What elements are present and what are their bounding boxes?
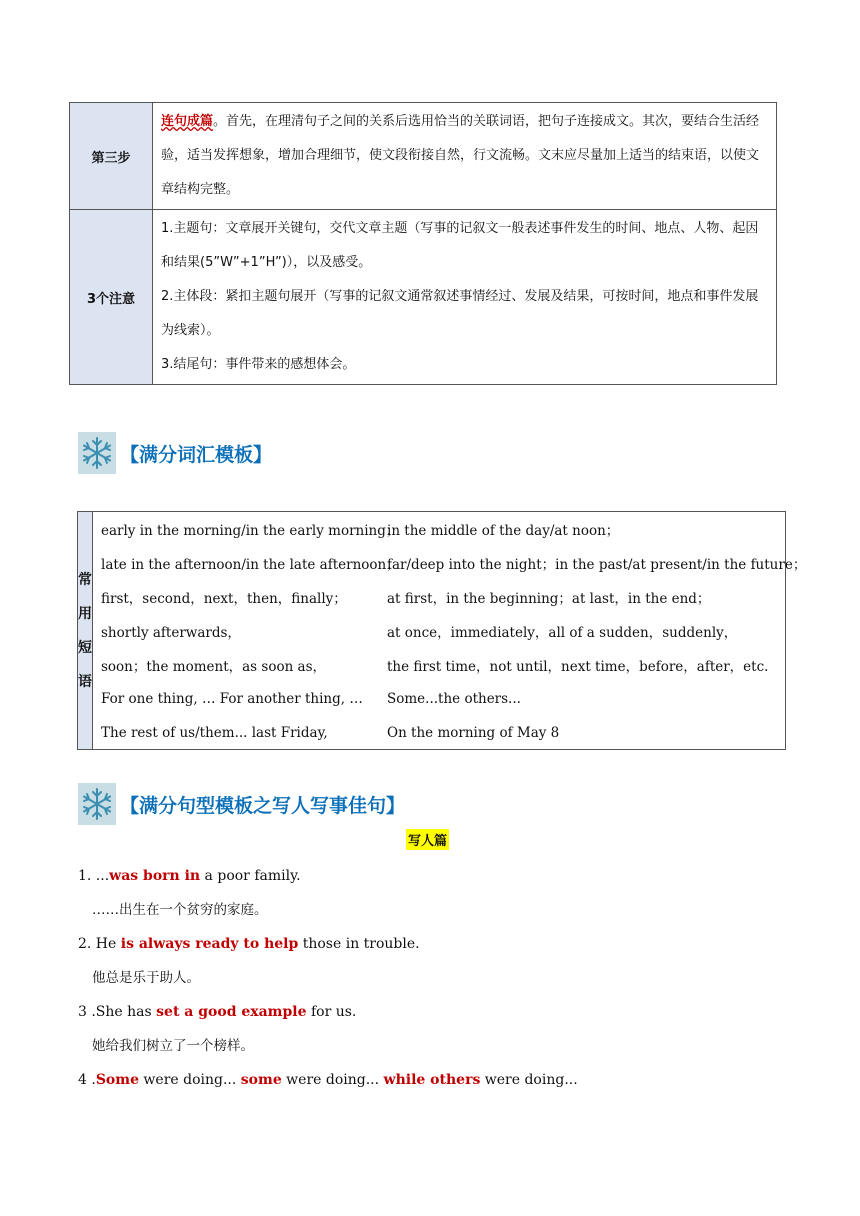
sentence-en: 2. He is always ready to help those in trouble. <box>78 936 420 952</box>
phrase-row: shortly afterwards， at once，immediately，all of a sudden，suddenly， <box>101 625 738 641</box>
sentence-en: 3 .She has set a good example for us. <box>78 1004 357 1020</box>
notes-content <box>153 210 777 385</box>
sentence-en: 4 .Some were doing... some were doing... while others were doing... <box>78 1072 578 1088</box>
step3-keyword: 连句成篇 <box>161 114 214 129</box>
snowflake-icon <box>78 432 116 474</box>
snowflake-icon <box>78 783 116 825</box>
sentence-en: 1. ...was born in a poor family. <box>78 868 301 884</box>
sentence-zh: 她给我们树立了一个榜样。 <box>92 1038 254 1054</box>
phrase-table <box>77 511 807 750</box>
phrase-row: soon；the moment，as soon as， the first time，not until，next time，before，after，etc. <box>101 659 769 675</box>
sentence-list <box>78 862 578 1100</box>
step3-label: 第三步 <box>70 103 153 210</box>
step3-content <box>153 103 777 210</box>
sentence-title: 【满分句型模板之写人写事佳句】 <box>120 794 406 817</box>
notes-label: 3个注意 <box>70 210 153 385</box>
phrase-rows <box>93 512 806 749</box>
step3-text: 。首先，在理清句子之间的关系后选用恰当的关联词语，把句子连接成文。其次，要结合生活经验，适当发挥想象，增加合理细节，使文段衔接自然，行文流畅。文末应尽量加上适当的结束语，以使文章结构完整。 <box>161 114 760 197</box>
sentence-zh: ……出生在一个贫穷的家庭。 <box>92 902 268 918</box>
phrase-row: For one thing, … For another thing, … Some...the others... <box>101 691 521 707</box>
sentence-zh: 他总是乐于助人。 <box>92 970 200 986</box>
note-line: 3.结尾句：事件带来的感想体会。 <box>161 357 356 372</box>
phrase-row: The rest of us/them... last Friday, On the morning of May 8 <box>101 725 560 741</box>
vocab-title: 【满分词汇模板】 <box>120 443 273 466</box>
note-line: 2.主体段：紧扣主题句展开（写事的记叙文通常叙述事情经过、发展及结果，可按时间，地点和事件发展为线索）。 <box>161 289 759 338</box>
phrase-row: early in the morning/in the early morning； in the middle of the day/at noon； <box>101 523 620 539</box>
phrase-side-label: 常 用 短 语 <box>78 512 93 749</box>
note-line: 1.主题句：文章展开关键句，交代文章主题（写事的记叙文一般表述事件发生的时间、地点、人物、起因和结果(5”W”+1”H”)），以及感受。 <box>161 221 759 270</box>
vocab-section-title <box>78 431 272 475</box>
phrase-row: first，second，next，then，finally； at first，in the beginning；at last，in the end； <box>101 591 711 607</box>
phrase-row: late in the afternoon/in the late afternoon； far/deep into the night；in the past/at present/in the future； <box>101 557 807 573</box>
sentence-section-title <box>78 782 405 826</box>
steps-table <box>69 102 777 385</box>
section-badge: 写人篇 <box>406 829 449 850</box>
